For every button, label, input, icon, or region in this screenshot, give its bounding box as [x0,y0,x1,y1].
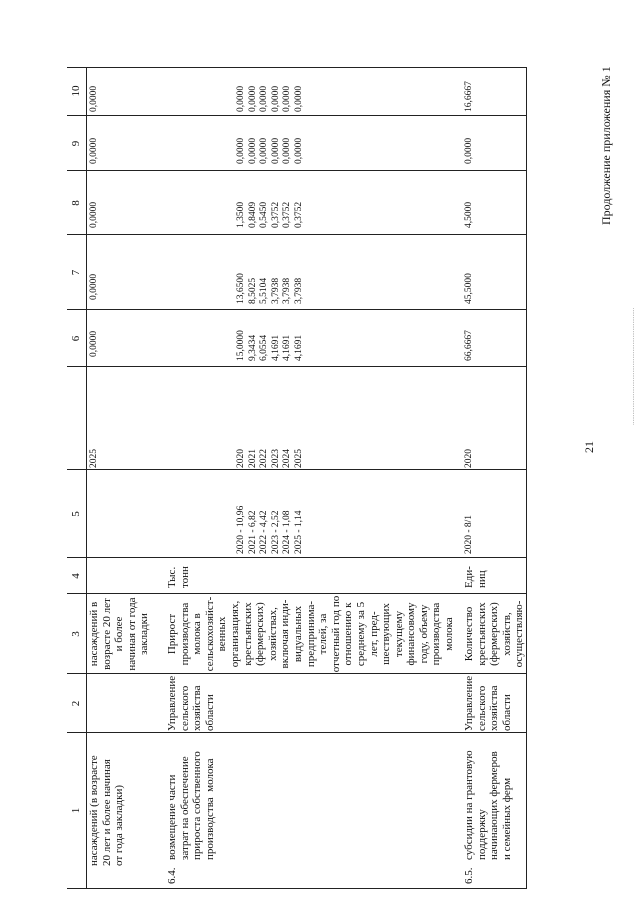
row2-col10: 0,0000 0,0000 0,0000 0,0000 0,0000 0,0000 [236,85,304,112]
row3-rate: 2020 - 8/1 [464,514,474,554]
col-divider [67,170,526,171]
col-header-9: 9 [70,140,82,147]
row2-years: 2020 2021 2022 2023 2024 2025 [236,449,304,468]
col-header-7: 7 [70,269,82,276]
row3-unit: Еди- ниц [463,566,488,588]
col-divider [67,732,526,733]
continuation-label: Продолжение приложения № 1 [599,66,613,225]
header-divider [86,68,87,888]
col-header-3: 3 [70,631,82,637]
row3-number: 6.5. [463,867,475,884]
row2-indicator: Прирост производства молока в сельскохозяйст- венных организациях, крестьянских (фермерских) хозяйствах, включая инди- видуальных предпринима- телей, за отчетный год по отношению к среднему за 5 лет, пред- шествующих текущему финансовому году, объему производства молока [166,595,456,673]
row3-col10: 16,6667 [464,81,474,112]
row3-indicator: Количество крестьянских (фермерских) хозяйств, осуществляю- [463,600,526,668]
col-header-4: 4 [70,573,82,579]
col-divider [67,115,526,116]
col-divider [67,366,526,367]
row1-indicator: насаждений в возрасте 20 лет и более начиная от года закладки [88,597,151,671]
row2-rate: 2020 - 10,96 2021 - 6,82 2022 - 4,42 2023 - 2,52 2024 - 1,08 2025 - 1,14 [236,505,304,554]
row2-col8: 1,3500 0,8409 0,5450 0,3752 0,3752 0,3752 [236,201,304,228]
row1-years: 2025 [89,449,99,468]
row2-name: возмещение части затрат на обеспечение прироста собственного производства молока [166,751,216,860]
row2-col7: 13,6500 8,5025 5,5104 3,7938 3,7938 3,7938 [236,273,304,304]
col-header-5: 5 [70,511,82,517]
row3-col7: 45,5000 [464,273,474,304]
row1-total: 0,0000 [89,330,99,357]
row1-col7: 0,0000 [89,273,99,300]
row2-number: 6.4. [166,867,178,884]
row3-col8: 4,5000 [464,201,474,228]
row1-col9: 0,0000 [89,137,99,164]
row3-years: 2020 [464,449,474,468]
row1-col10: 0,0000 [89,85,99,112]
row3-executor: Управление сельского хозяйства области [463,675,513,731]
col-header-8: 8 [70,200,82,206]
row1-col8: 0,0000 [89,201,99,228]
data-table [67,67,527,889]
col-header-10: 10 [70,85,82,97]
row2-col9: 0,0000 0,0000 0,0000 0,0000 0,0000 0,0000 [236,137,304,164]
col-header-1: 1 [70,807,82,814]
col-divider [67,234,526,235]
col-header-2: 2 [70,700,82,707]
col-divider [67,469,526,470]
row2-executor: Управление сельского хозяйства области [166,675,216,731]
header-mark: ................................................................... [628,307,636,425]
row2-unit: Тыс. тонн [166,566,191,588]
row2-total: 15,0000 9,3434 6,0554 4,1691 4,1691 4,1691 [236,330,304,361]
row3-col9: 0,0000 [464,137,474,164]
page-number: 21 [582,441,596,453]
col-header-6: 6 [70,335,82,342]
row3-name: субсидии на грантовую поддержку начинающих фермеров и семейных ферм [463,750,513,860]
col-divider [67,309,526,310]
col-divider [67,557,526,558]
row3-total: 66,6667 [464,330,474,361]
row1-name: насаждений (в возрасте 20 лет и более начиная от года закладки) [88,755,126,866]
